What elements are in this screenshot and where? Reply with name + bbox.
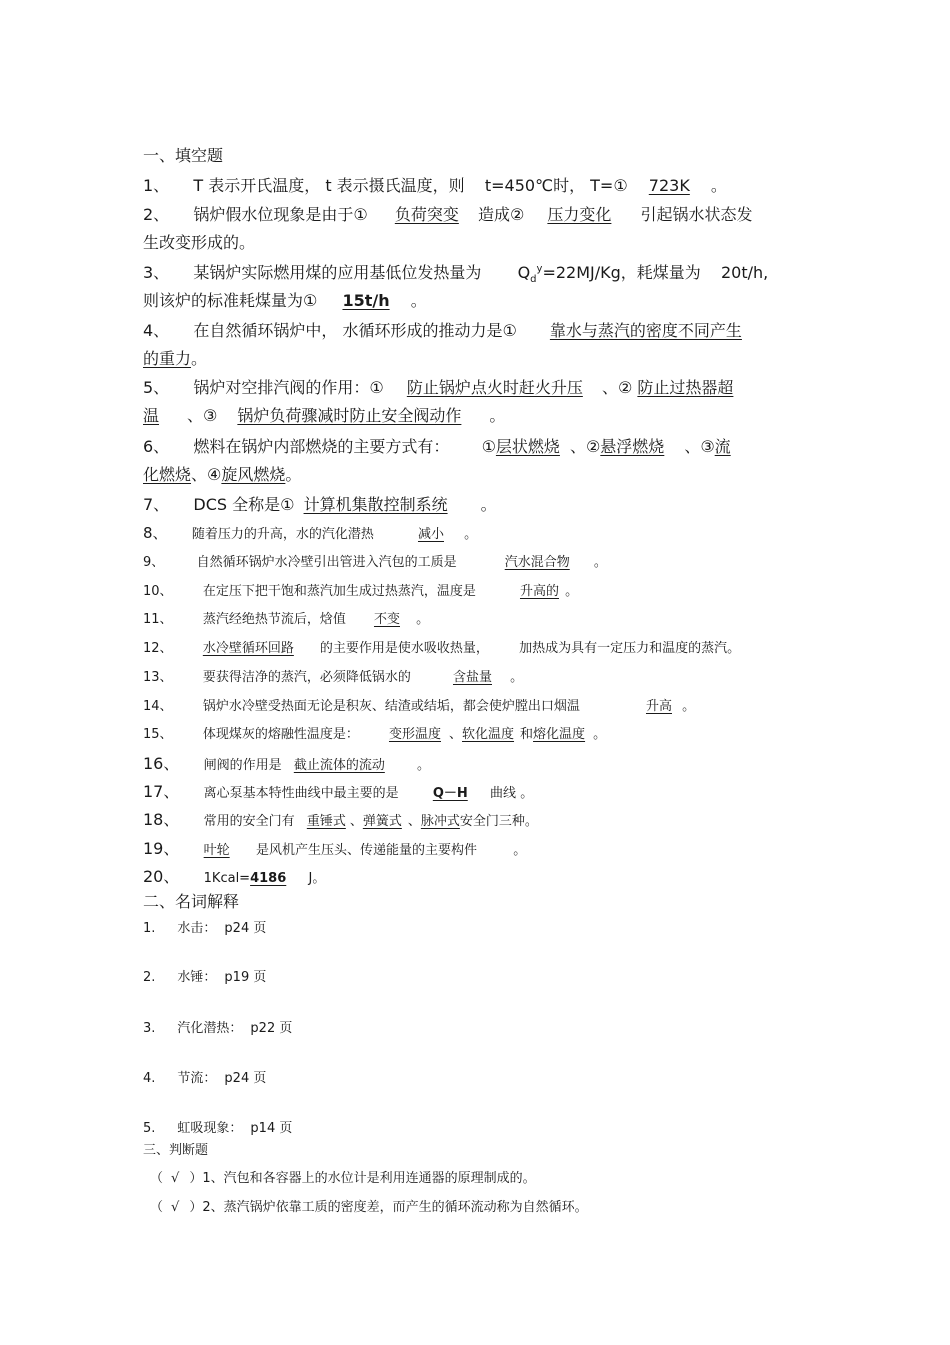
q-answer: 层状燃烧 xyxy=(495,437,560,456)
term-ref: p19 页 xyxy=(224,970,267,985)
q-answer: 熔化温度 xyxy=(533,727,586,742)
q-answer: 含盐量 xyxy=(452,670,492,685)
q-answer: 靠水与蒸汽的密度不同产生 xyxy=(549,321,742,340)
q-text: 。 xyxy=(191,349,208,368)
term-item xyxy=(143,1017,292,1036)
q-number: 12、 xyxy=(143,641,173,656)
q-text: 造成② xyxy=(477,205,525,224)
q-answer: 温 xyxy=(143,406,160,425)
check-mark-icon: √ xyxy=(171,1200,180,1215)
term-number: 2. xyxy=(143,970,156,985)
question-13 xyxy=(143,666,523,685)
q-number: 16、 xyxy=(143,754,180,773)
q-answer: 弹簧式 xyxy=(362,814,402,829)
judge-text: 2、蒸汽锅炉依靠工质的密度差，而产生的循环流动称为自然循环。 xyxy=(202,1200,588,1215)
q-number: 8、 xyxy=(143,524,168,542)
q-answer: 截止流体的流动 xyxy=(293,758,385,773)
judge-bracket: （ xyxy=(150,1200,164,1215)
q-text: 体现煤灰的熔融性温度是： xyxy=(202,727,359,742)
q-answer: 重锤式 xyxy=(306,814,346,829)
question-5-cont xyxy=(143,403,505,426)
q-text: 、③ xyxy=(187,406,218,425)
q-text: J。 xyxy=(308,871,326,886)
q-text: 、④ xyxy=(191,465,222,484)
question-8 xyxy=(143,522,477,543)
term-item xyxy=(143,1067,266,1086)
q-number: 19、 xyxy=(143,839,180,858)
q-answer: 防止锅炉点火时赶火升压 xyxy=(406,378,583,397)
question-6 xyxy=(143,434,731,457)
term-ref: p24 页 xyxy=(224,1071,267,1086)
q-answer: 软化温度 xyxy=(462,727,515,742)
question-5 xyxy=(143,375,733,398)
q-text: 、 xyxy=(407,814,421,829)
q-text: 燃料在锅炉内部燃烧的主要方式有： xyxy=(193,437,450,456)
question-14 xyxy=(143,695,695,714)
question-3-cont xyxy=(143,288,427,311)
q-number: 2、 xyxy=(143,205,170,224)
q-answer: 计算机集散控制系统 xyxy=(303,495,448,514)
q-text: 。 xyxy=(565,584,579,599)
q-text: 。 xyxy=(682,699,696,714)
q-text: 。 xyxy=(593,727,607,742)
q-number: 14、 xyxy=(143,699,173,714)
q-number: 4、 xyxy=(143,321,170,340)
q-text: 、③ xyxy=(684,437,715,456)
q-number: 15、 xyxy=(143,727,173,742)
term-label: 虹吸现象： xyxy=(177,1121,243,1136)
q-text: 。 xyxy=(510,670,524,685)
q-text: 。 xyxy=(416,612,430,627)
q-text: 。 xyxy=(710,176,727,195)
q-text: 。 xyxy=(416,758,430,773)
check-mark-icon: √ xyxy=(171,1171,180,1186)
q-text: 离心泵基本特性曲线中最主要的是 xyxy=(203,786,399,801)
section-terms-title: 二、名词解释 xyxy=(143,892,240,911)
q-text: 。 xyxy=(593,555,607,570)
question-2 xyxy=(143,202,753,225)
q-text: 随着压力的升高，水的汽化潜热 xyxy=(191,527,374,542)
q-text: 。 xyxy=(513,843,527,858)
question-18 xyxy=(143,807,538,830)
q-text: 蒸汽经绝热节流后，焓值 xyxy=(202,612,346,627)
q-answer: 15t/h xyxy=(342,291,390,310)
judge-text: 1、汽包和各容器上的水位计是利用连通器的原理制成的。 xyxy=(202,1171,536,1186)
q-answer: 4186 xyxy=(250,871,287,886)
term-label: 汽化潜热： xyxy=(177,1021,243,1036)
q-answer: 锅炉负荷骤减时防止安全阀动作 xyxy=(237,406,462,425)
q-number: 13、 xyxy=(143,670,173,685)
term-ref: p24 页 xyxy=(224,921,267,936)
q-text: 闸阀的作用是 xyxy=(203,758,282,773)
term-label: 节流： xyxy=(177,1071,217,1086)
question-1 xyxy=(143,173,727,196)
q-number: 17、 xyxy=(143,782,180,801)
q-answer: 压力变化 xyxy=(547,205,612,224)
q-number: 10、 xyxy=(143,584,173,599)
q-text: 和 xyxy=(520,727,534,742)
question-17 xyxy=(143,779,533,802)
q-text: 在定压下把干饱和蒸汽加生成过热蒸汽，温度是 xyxy=(202,584,476,599)
q-text: 。 xyxy=(520,786,534,801)
term-item xyxy=(143,966,266,985)
q-text: 。 xyxy=(410,291,427,310)
q-text: Q xyxy=(517,263,531,282)
q-answer: 流 xyxy=(714,437,731,456)
question-20 xyxy=(143,864,325,887)
question-11 xyxy=(143,608,429,627)
question-3 xyxy=(143,260,768,285)
q-number: 11、 xyxy=(143,612,173,627)
q-answer: Q－H xyxy=(432,786,468,801)
question-12 xyxy=(143,637,740,656)
q-text: =22MJ/Kg，耗煤量为 xyxy=(542,263,701,282)
q-number: 20、 xyxy=(143,867,180,886)
term-label: 水锤： xyxy=(177,970,217,985)
q-number: 3、 xyxy=(143,263,170,282)
q-answer: 防止过热器超 xyxy=(637,378,734,397)
q-text: 某锅炉实际燃用煤的应用基低位发热量为 xyxy=(193,263,482,282)
question-9 xyxy=(143,551,607,570)
q-text: 是风机产生压头、传递能量的主要构件 xyxy=(255,843,477,858)
q-text: 常用的安全门有 xyxy=(203,814,295,829)
q-answer: 化燃烧 xyxy=(143,465,192,484)
q-text: 、② xyxy=(569,437,601,456)
q-text: 。 xyxy=(285,465,302,484)
q-text: 的主要作用是使水吸收热量， xyxy=(319,641,489,656)
q-text: 。 xyxy=(464,527,478,542)
judge-item xyxy=(150,1167,536,1186)
q-text: 、② xyxy=(601,378,633,397)
q-text: 。 xyxy=(480,495,497,514)
q-text: 锅炉假水位现象是由于① xyxy=(193,205,368,224)
q-number: 1、 xyxy=(143,176,170,195)
q-text: 1Kcal= xyxy=(203,871,251,886)
judge-bracket: ） xyxy=(189,1171,203,1186)
q-text: 锅炉对空排汽阀的作用：① xyxy=(193,378,384,397)
q-answer: 脉冲式 xyxy=(420,814,460,829)
question-2-cont: 生改变形成的。 xyxy=(143,233,256,252)
q-answer: 723K xyxy=(648,176,690,195)
q-number: 18、 xyxy=(143,810,180,829)
q-answer: 汽水混合物 xyxy=(504,555,570,570)
term-item xyxy=(143,917,266,936)
q-text: 曲线 xyxy=(490,786,517,801)
q-text: 安全门三种。 xyxy=(459,814,538,829)
judge-bracket: （ xyxy=(150,1171,164,1186)
section-fill-title: 一、填空题 xyxy=(143,146,224,165)
term-label: 水击： xyxy=(177,921,217,936)
section-judge-title: 三、判断题 xyxy=(143,1143,209,1158)
q-number: 5、 xyxy=(143,378,170,397)
q-text: 引起锅水状态发 xyxy=(640,205,753,224)
q-text: 要获得洁净的蒸汽，必须降低锅水的 xyxy=(202,670,411,685)
q-text: 加热成为具有一定压力和温度的蒸汽。 xyxy=(519,641,741,656)
q-text: 、 xyxy=(349,814,363,829)
term-number: 3. xyxy=(143,1021,156,1036)
q-answer: 升高的 xyxy=(519,584,559,599)
q-answer: 旋风燃烧 xyxy=(221,465,286,484)
question-19 xyxy=(143,836,526,859)
question-15 xyxy=(143,723,606,742)
q-number: 9、 xyxy=(143,555,165,570)
question-16 xyxy=(143,751,430,774)
term-item xyxy=(143,1117,292,1136)
question-6-cont xyxy=(143,462,301,485)
q-answer: 的重力 xyxy=(143,349,192,368)
q-text: 锅炉水冷壁受热面无论是积灰、结渣或结垢，都会使炉膛出口烟温 xyxy=(202,699,580,714)
q-sub: d xyxy=(530,274,537,286)
q-answer: 负荷突变 xyxy=(394,205,459,224)
q-text: 20t/h, xyxy=(720,263,769,282)
term-number: 4. xyxy=(143,1071,156,1086)
term-ref: p22 页 xyxy=(250,1021,293,1036)
q-text: 则该炉的标准耗煤量为① xyxy=(143,291,318,310)
q-text: 自然循环锅炉水冷壁引出管进入汽包的工质是 xyxy=(196,555,457,570)
judge-bracket: ） xyxy=(189,1200,203,1215)
q-text: 。 xyxy=(489,406,506,425)
judge-item xyxy=(150,1196,588,1215)
term-number: 5. xyxy=(143,1121,156,1136)
q-text: 在自然循环锅炉中， 水循环形成的推动力是① xyxy=(193,321,517,340)
q-answer: 升高 xyxy=(645,699,672,714)
q-answer: 悬浮燃烧 xyxy=(600,437,665,456)
question-4 xyxy=(143,318,744,341)
q-sup: y xyxy=(536,263,543,275)
q-text: T 表示开氏温度， t 表示摄氏温度，则 xyxy=(193,176,465,195)
q-text: DCS 全称是① xyxy=(193,495,295,514)
question-10 xyxy=(143,580,578,599)
q-answer: 不变 xyxy=(373,612,400,627)
question-4-cont xyxy=(143,346,207,369)
q-text: 、 xyxy=(449,727,463,742)
term-ref: p14 页 xyxy=(250,1121,293,1136)
term-number: 1. xyxy=(143,921,156,936)
q-text: t=450℃时， T=① xyxy=(484,176,628,195)
q-number: 6、 xyxy=(143,437,170,456)
q-text: ① xyxy=(481,437,496,456)
q-answer: 叶轮 xyxy=(203,843,230,858)
q-number: 7、 xyxy=(143,495,170,514)
q-answer: 水冷壁循环回路 xyxy=(202,641,294,656)
q-answer: 减小 xyxy=(417,527,444,542)
q-answer: 变形温度 xyxy=(388,727,441,742)
question-7 xyxy=(143,492,497,515)
